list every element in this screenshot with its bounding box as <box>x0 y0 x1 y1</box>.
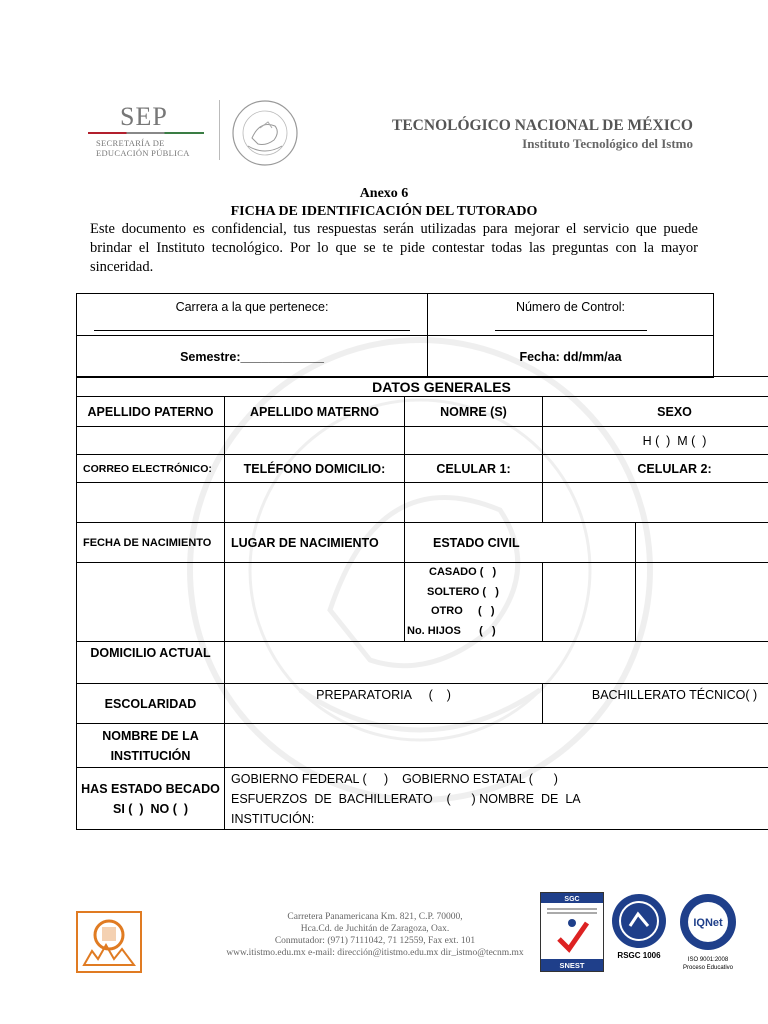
telefono-field[interactable] <box>225 483 405 523</box>
intro-paragraph: Este documento es confidencial, tus respuestas serán utilizadas para mejorar el servicio que puede brindar el Instituto tecnológico. Por lo que se te pide contestar todas las preguntas con la mayor sinceridad. <box>90 221 698 275</box>
sep-logo-stripe <box>88 132 204 134</box>
footer-address <box>180 911 570 959</box>
semestre-cell[interactable]: Semestre:____________ <box>77 336 428 378</box>
estado-civil-options[interactable] <box>405 563 543 642</box>
footer-line-3: Conmutador: (971) 7111042, 71 12559, Fax ext. 101 <box>274 936 476 946</box>
celular2-field[interactable] <box>543 483 768 523</box>
estado-civil-field-b[interactable] <box>636 563 768 642</box>
becado-line-1[interactable]: GOBIERNO FEDERAL ( ) GOBIERNO ESTATAL ( ) <box>231 771 558 786</box>
civil-soltero[interactable]: SOLTERO ( ) <box>427 585 499 598</box>
fecha-nacimiento-header: FECHA DE NACIMIENTO <box>77 523 225 563</box>
sep-logo-subtitle <box>96 138 190 158</box>
form-title: FICHA DE IDENTIFICACIÓN DEL TUTORADO <box>230 204 538 219</box>
becado-header <box>77 768 225 830</box>
civil-casado[interactable]: CASADO ( ) <box>429 566 497 578</box>
footer-line-2: Hca.Cd. de Juchitán de Zaragoza, Oax. <box>300 924 450 934</box>
becado-options[interactable] <box>225 768 768 830</box>
estado-civil-field-a[interactable] <box>543 563 636 642</box>
header-divider <box>219 100 220 160</box>
carrera-label: Carrera a la que pertenece: <box>175 300 329 314</box>
sep-line-1: SECRETARÍA DE <box>96 138 165 148</box>
becado-si-no[interactable]: SI ( ) NO ( ) <box>113 801 188 816</box>
lugar-nacimiento-field[interactable] <box>225 563 405 642</box>
sep-logo <box>82 100 222 162</box>
tec-istmo-logo-icon <box>76 911 142 973</box>
datos-generales-table <box>76 376 768 830</box>
sexo-header: SEXO <box>543 397 768 427</box>
fecha-nacimiento-field[interactable] <box>77 563 225 642</box>
cert-sgc-text: SGC <box>564 896 580 903</box>
cert-rsgc-text: RSGC 1006 <box>617 951 661 960</box>
becado-line-3[interactable]: INSTITUCIÓN: <box>231 811 315 826</box>
celular2-header: CELULAR 2: <box>543 455 768 483</box>
cert-proceso-text: Proceso Educativo <box>682 965 734 971</box>
institucion-field[interactable] <box>225 724 768 768</box>
carrera-underline <box>94 330 410 331</box>
civil-otro[interactable]: OTRO ( ) <box>431 605 495 617</box>
preparatoria-option[interactable]: PREPARATORIA ( ) <box>225 684 543 724</box>
institution-sub: Instituto Tecnológico del Istmo <box>522 136 693 151</box>
mexico-seal-icon <box>230 98 300 168</box>
nombre-header: NOMRE (S) <box>405 397 543 427</box>
numero-control-label: Número de Control: <box>515 300 626 314</box>
becado-label-1: HAS ESTADO BECADO <box>81 781 220 796</box>
numero-control-cell[interactable] <box>428 294 714 336</box>
correo-header: CORREO ELECTRÓNICO: <box>77 455 225 483</box>
nombre-field[interactable] <box>405 427 543 455</box>
domicilio-header: DOMICILIO ACTUAL <box>77 642 225 684</box>
carrera-cell[interactable] <box>77 294 428 336</box>
footer-line-1: Carretera Panamericana Km. 821, C.P. 70000, <box>287 912 463 922</box>
apellido-materno-field[interactable] <box>225 427 405 455</box>
sgc-snest-certificate-icon <box>540 892 604 972</box>
cert-iso-text: ISO 9001:2008 <box>687 957 729 963</box>
imnc-certificate-icon <box>610 892 668 970</box>
institucion-label-2: INSTITUCIÓN <box>110 748 191 763</box>
correo-field[interactable] <box>77 483 225 523</box>
iqnet-certificate-icon <box>676 892 740 972</box>
sep-line-2: EDUCACIÓN PÚBLICA <box>96 148 190 158</box>
apellido-paterno-header: APELLIDO PATERNO <box>77 397 225 427</box>
datos-generales-heading: DATOS GENERALES <box>77 377 768 397</box>
estado-civil-header: ESTADO CIVIL <box>405 523 636 563</box>
escolaridad-header: ESCOLARIDAD <box>77 684 225 724</box>
numero-control-underline <box>495 330 647 331</box>
cert-iqnet-text: IQNet <box>693 917 723 929</box>
bachillerato-option[interactable]: BACHILLERATO TÉCNICO( ) <box>543 684 768 724</box>
telefono-header: TELÉFONO DOMICILIO: <box>225 455 405 483</box>
sexo-options[interactable]: H ( ) M ( ) <box>543 427 768 455</box>
anexo-title: Anexo 6 <box>359 186 409 201</box>
apellido-paterno-field[interactable] <box>77 427 225 455</box>
institution-main: TECNOLÓGICO NACIONAL DE MÉXICO <box>392 117 693 134</box>
apellido-materno-header: APELLIDO MATERNO <box>225 397 405 427</box>
form-header-table <box>76 293 714 378</box>
cert-snest-text: SNEST <box>559 961 585 970</box>
estado-civil-spare[interactable] <box>636 523 768 563</box>
institucion-header <box>77 724 225 768</box>
fecha-cell[interactable]: Fecha: dd/mm/aa <box>428 336 714 378</box>
footer-line-4: www.itistmo.edu.mx e-mail: dirección@itistmo.edu.mx dir_istmo@tecnm.mx <box>226 948 524 958</box>
sep-logo-word: SEP <box>120 102 168 131</box>
becado-line-2[interactable]: ESFUERZOS DE BACHILLERATO ( ) NOMBRE DE LA <box>231 791 581 806</box>
lugar-nacimiento-header: LUGAR DE NACIMIENTO <box>225 523 405 563</box>
celular1-header: CELULAR 1: <box>405 455 543 483</box>
civil-hijos[interactable]: No. HIJOS ( ) <box>407 624 496 637</box>
celular1-field[interactable] <box>405 483 543 523</box>
institucion-label-1: NOMBRE DE LA <box>102 728 199 743</box>
domicilio-field[interactable] <box>225 642 768 684</box>
